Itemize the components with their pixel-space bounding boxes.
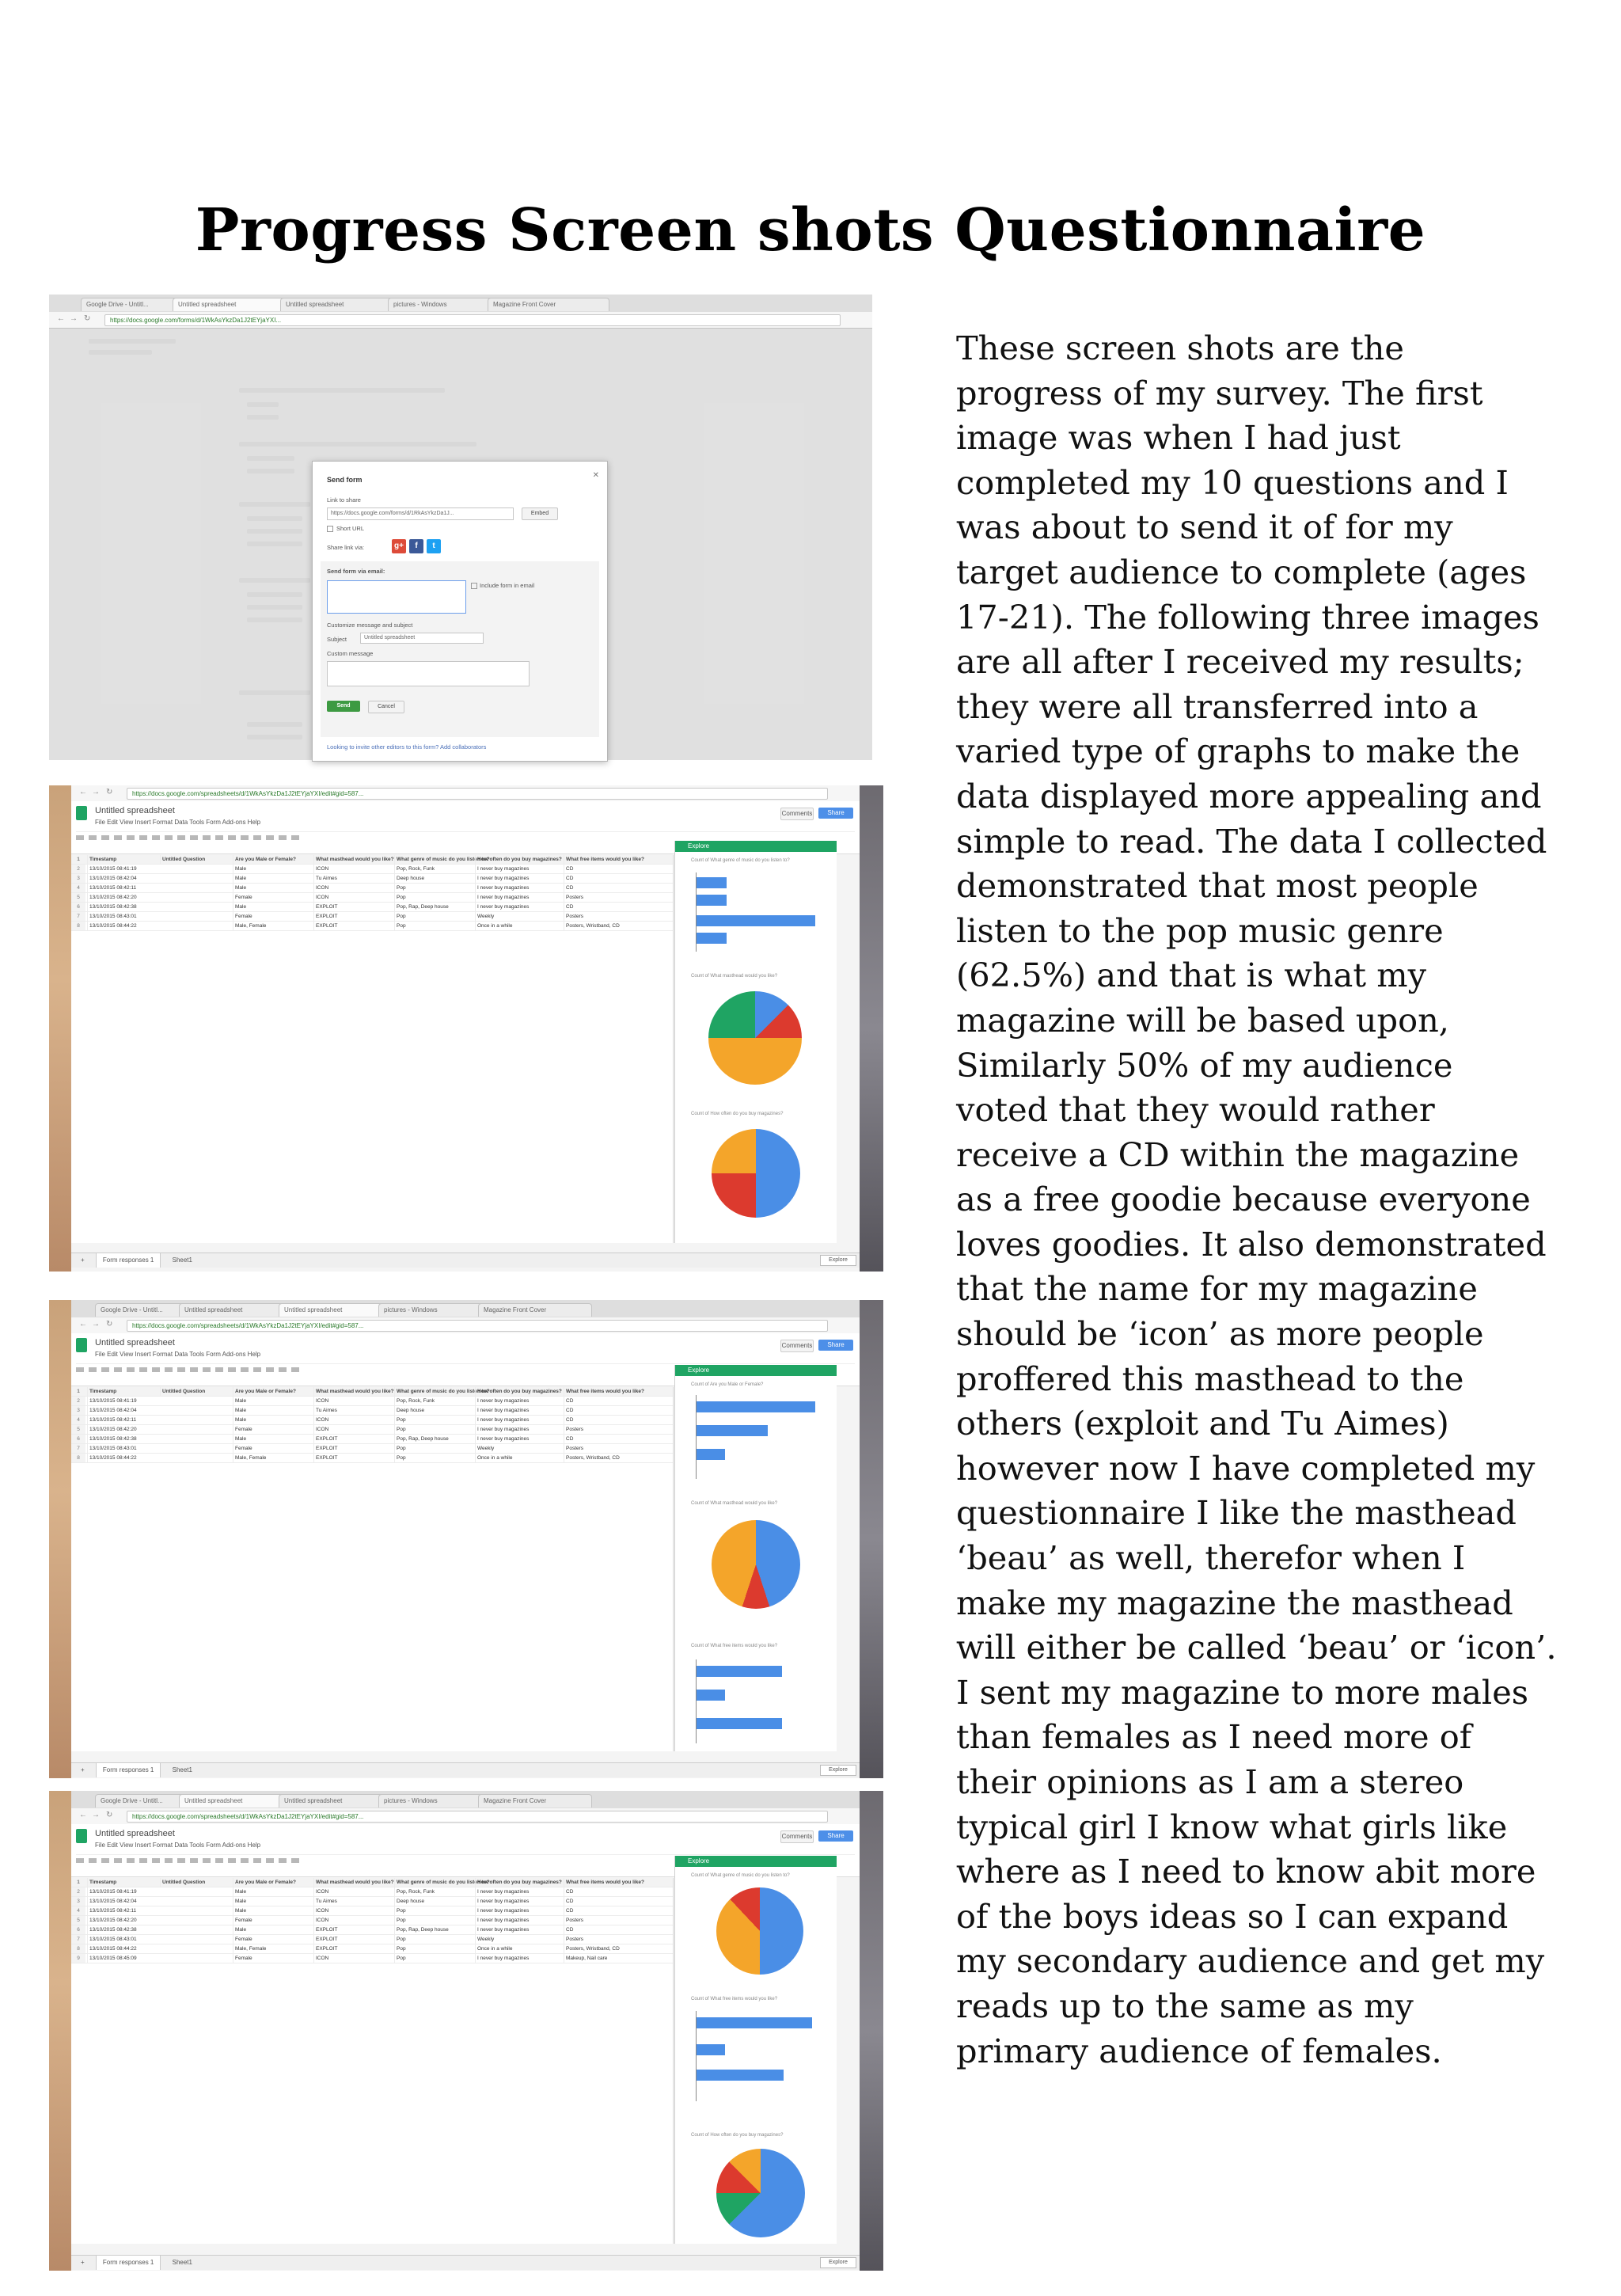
text-line: make my magazine the masthead	[956, 1583, 1513, 1622]
text-line: demonstrated that most people	[956, 866, 1479, 906]
table-row[interactable]: 6 13/10/2015 08:42:38 Male EXPLOIT Pop, Rap, Deep house I never buy magazines CD	[71, 1435, 673, 1444]
reload-icon[interactable]: ↻	[106, 1320, 113, 1329]
back-icon[interactable]: ←	[79, 1811, 87, 1819]
option-line	[247, 402, 279, 407]
chart-bar	[697, 1449, 725, 1460]
desktop-edge	[49, 1791, 71, 2271]
back-icon[interactable]: ←	[57, 314, 65, 323]
sheet-tab-bar	[71, 2255, 860, 2270]
reload-icon[interactable]: ↻	[106, 788, 113, 796]
text-line: that the name for my magazine	[956, 1269, 1478, 1309]
text-line: their opinions as I am a stereo	[956, 1762, 1464, 1801]
add-sheet-icon[interactable]: +	[81, 1766, 85, 1773]
browser-tab[interactable]: Untitled spreadsheet	[173, 298, 287, 311]
table-row[interactable]: 2 13/10/2015 08:41:19 Male ICON Pop, Rock, Funk I never buy magazines CD	[71, 1397, 673, 1406]
explore-panel-header: Explore	[675, 1856, 837, 1867]
sheet-tab-bar	[71, 1762, 860, 1777]
menu-bar[interactable]: File Edit View Insert Format Data Tools Form Add-ons Help	[95, 1842, 261, 1849]
screenshot-spreadsheet-results-2	[49, 1300, 883, 1778]
text-line: magazine will be based upon,	[956, 1000, 1449, 1040]
text-line: Similarly 50% of my audience	[956, 1045, 1453, 1085]
sheet-tab[interactable]: Sheet1	[172, 1256, 192, 1264]
browser-tab-strip	[71, 1300, 860, 1318]
message-label: Custom message	[327, 650, 374, 657]
back-icon[interactable]: ←	[79, 788, 87, 796]
table-row[interactable]: 6 13/10/2015 08:42:38 Male EXPLOIT Pop, Rap, Deep house I never buy magazines CD	[71, 903, 673, 912]
table-row[interactable]: 5 13/10/2015 08:42:20 Female ICON Pop I never buy magazines Posters	[71, 893, 673, 903]
chart-title: Count of How often do you buy magazines?	[691, 2133, 784, 2138]
add-sheet-icon[interactable]: +	[81, 1256, 85, 1264]
text-line: I sent my magazine to more males	[956, 1672, 1529, 1712]
email-recipients-field[interactable]	[327, 580, 466, 614]
chart-bar	[697, 877, 727, 888]
chart-bar	[697, 1718, 782, 1729]
text-line: voted that they would rather	[956, 1090, 1435, 1130]
form-header-line	[89, 339, 176, 344]
table-row[interactable]: 7 13/10/2015 08:43:01 Female EXPLOIT Pop Weekly Posters	[71, 1935, 673, 1944]
url-field[interactable]: https://docs.google.com/forms/d/1WkAsYkzDa1J2tEYjaYXI...	[104, 314, 841, 326]
chart-bar	[697, 915, 815, 926]
browser-tab[interactable]: Google Drive - Untitl...	[95, 1794, 185, 1808]
facebook-icon[interactable]: f	[409, 539, 423, 553]
table-header-row: 1 Timestamp Untitled Question Are you Male or Female? What masthead would you like? What genre of music do you listen to? How often do you buy magazines? What free items would you like?	[71, 1387, 673, 1397]
question-line	[239, 502, 310, 507]
desktop-edge	[49, 1300, 71, 1778]
table-row[interactable]: 4 13/10/2015 08:42:11 Male ICON Pop I never buy magazines CD	[71, 884, 673, 893]
text-line: completed my 10 questions and I	[956, 462, 1509, 502]
google-plus-icon[interactable]: g+	[392, 539, 406, 553]
add-collaborators-link[interactable]: Looking to invite other editors to this form? Add collaborators	[327, 743, 487, 751]
option-line	[247, 456, 294, 461]
pie-chart	[708, 991, 802, 1085]
forward-icon[interactable]: →	[92, 788, 100, 796]
address-bar	[49, 312, 872, 329]
screenshot-spreadsheet-results-3	[49, 1791, 883, 2271]
option-line	[247, 516, 302, 521]
sheet-tab[interactable]: Sheet1	[172, 1766, 192, 1773]
chart-title: Count of Are you Male or Female?	[691, 1382, 764, 1387]
table-row[interactable]: 4 13/10/2015 08:42:11 Male ICON Pop I never buy magazines CD	[71, 1416, 673, 1425]
send-button[interactable]: Send	[327, 701, 360, 712]
option-line	[247, 415, 279, 420]
text-line: my secondary audience and get my	[956, 1941, 1545, 1981]
table-row[interactable]: 5 13/10/2015 08:42:20 Female ICON Pop I never buy magazines Posters	[71, 1916, 673, 1925]
close-icon[interactable]: ✕	[592, 471, 599, 480]
sheet-tab[interactable]: Form responses 1	[96, 1253, 161, 1268]
question-line	[239, 578, 310, 583]
sheet-title[interactable]: Untitled spreadsheet	[95, 806, 175, 815]
browser-tab[interactable]: pictures - Windows	[378, 1303, 484, 1317]
text-line: image was when I had just	[956, 418, 1401, 458]
desktop-edge	[860, 785, 883, 1272]
spreadsheet-grid[interactable]	[71, 1878, 674, 2244]
browser-tab[interactable]: Google Drive - Untitl...	[81, 298, 179, 311]
text-line: than females as I need more of	[956, 1717, 1472, 1757]
forward-icon[interactable]: →	[70, 314, 78, 323]
comments-button[interactable]: Comments	[780, 808, 814, 820]
url-field[interactable]: https://docs.google.com/spreadsheets/d/1WkAsYkzDa1J2tEYjaYXI/edit#gid=587...	[127, 1811, 828, 1823]
text-line: as a free goodie because everyone	[956, 1180, 1531, 1219]
text-line: target audience to complete (ages	[956, 552, 1527, 591]
desktop-edge	[860, 1791, 883, 2271]
table-row[interactable]: 6 13/10/2015 08:42:38 Male EXPLOIT Pop, Rap, Deep house I never buy magazines CD	[71, 1925, 673, 1935]
short-url-checkbox[interactable]: Short URL	[327, 525, 364, 532]
share-button[interactable]: Share	[818, 1340, 853, 1351]
chart-title: Count of What genre of music do you listen to?	[691, 858, 790, 863]
text-line: reads up to the same as my	[956, 1986, 1414, 2025]
chart-bar	[697, 1690, 725, 1701]
question-line	[239, 388, 445, 393]
option-line	[247, 529, 302, 534]
back-icon[interactable]: ←	[79, 1320, 87, 1329]
text-line: listen to the pop music genre	[956, 910, 1444, 950]
chart-title: Count of What free items would you like?	[691, 1644, 778, 1648]
comments-button[interactable]: Comments	[780, 1830, 814, 1843]
send-form-dialog	[312, 461, 608, 762]
option-line	[247, 592, 302, 597]
sheets-logo-icon[interactable]	[76, 1338, 87, 1352]
browser-tab[interactable]: Magazine Front Cover	[478, 1794, 592, 1808]
option-line	[247, 469, 294, 473]
address-bar	[71, 785, 860, 802]
sheet-tab[interactable]: Sheet1	[172, 2259, 192, 2266]
chart-title: Count of What genre of music do you listen to?	[691, 1873, 790, 1878]
reload-icon[interactable]: ↻	[106, 1811, 113, 1819]
explore-panel-header: Explore	[675, 841, 837, 852]
url-field[interactable]: https://docs.google.com/spreadsheets/d/1WkAsYkzDa1J2tEYjaYXI/edit#gid=587...	[127, 1320, 828, 1332]
comments-button[interactable]: Comments	[780, 1340, 814, 1352]
text-line: simple to read. The data I collected	[956, 821, 1547, 861]
table-row[interactable]: 3 13/10/2015 08:42:04 Male Tu Aimes Deep house I never buy magazines CD	[71, 1406, 673, 1416]
question-line	[239, 690, 310, 695]
chart-bar	[697, 2070, 784, 2081]
text-line: primary audience of females.	[956, 2031, 1442, 2070]
explore-button[interactable]: Explore	[820, 1765, 856, 1776]
table-row[interactable]: 8 13/10/2015 08:44:22 Male, Female EXPLOIT Pop Once in a while Posters, Wristband, CD	[71, 1454, 673, 1463]
browser-tab-strip	[71, 1791, 860, 1809]
subject-field[interactable]: Untitled spreadsheet	[360, 633, 484, 644]
sheet-title[interactable]: Untitled spreadsheet	[95, 1338, 175, 1348]
explore-panel	[674, 1365, 837, 1751]
pie-chart	[712, 1129, 800, 1218]
desktop-edge	[49, 785, 71, 1272]
text-line: will either be called ‘beau’ or ‘icon’.	[956, 1628, 1557, 1667]
option-line	[247, 542, 302, 546]
text-line: proffered this masthead to the	[956, 1359, 1464, 1398]
screenshot-send-form	[49, 295, 872, 760]
screenshot-spreadsheet-results-1	[49, 785, 883, 1272]
spreadsheet-grid[interactable]	[71, 855, 674, 1243]
text-line: loves goodies. It also demonstrated	[956, 1224, 1547, 1264]
text-line: of the boys ideas so I can expand	[956, 1896, 1509, 1936]
add-sheet-icon[interactable]: +	[81, 2259, 85, 2266]
explore-panel-header: Explore	[675, 1365, 837, 1376]
twitter-icon[interactable]: t	[427, 539, 441, 553]
sheet-title[interactable]: Untitled spreadsheet	[95, 1829, 175, 1838]
option-line	[247, 605, 302, 610]
question-line	[239, 442, 476, 447]
table-row[interactable]: 4 13/10/2015 08:42:11 Male ICON Pop I never buy magazines CD	[71, 1906, 673, 1916]
menu-bar[interactable]: File Edit View Insert Format Data Tools Form Add-ons Help	[95, 1351, 261, 1358]
text-line: should be ‘icon’ as more people	[956, 1314, 1484, 1354]
subject-label: Subject	[327, 636, 347, 643]
text-line: questionnaire I like the masthead	[956, 1493, 1517, 1533]
form-menu-line	[89, 350, 152, 355]
table-row[interactable]: 8 13/10/2015 08:44:22 Male, Female EXPLOIT Pop Once in a while Posters, Wristband, CD	[71, 922, 673, 931]
chart-title: Count of How often do you buy magazines?	[691, 1112, 784, 1116]
browser-tab[interactable]: pictures - Windows	[378, 1794, 484, 1808]
table-row[interactable]: 2 13/10/2015 08:41:19 Male ICON Pop, Rock, Funk I never buy magazines CD	[71, 1887, 673, 1897]
browser-tab[interactable]: Google Drive - Untitl...	[95, 1303, 185, 1317]
sheets-logo-icon[interactable]	[76, 806, 87, 820]
cancel-button[interactable]: Cancel	[368, 701, 404, 713]
custom-message-field[interactable]	[327, 661, 530, 686]
address-bar	[71, 1317, 860, 1334]
text-line: receive a CD within the magazine	[956, 1135, 1520, 1174]
text-line: varied type of graphs to make the	[956, 732, 1520, 771]
chart-bar	[697, 895, 727, 906]
table-header-row: 1 Timestamp Untitled Question Are you Male or Female? What masthead would you like? What genre of music do you listen to? How often do you buy magazines? What free items would you like?	[71, 855, 673, 865]
text-line: was about to send it of for my	[956, 507, 1453, 547]
text-line: 17-21). The following three images	[956, 597, 1539, 637]
table-row[interactable]: 3 13/10/2015 08:42:04 Male Tu Aimes Deep house I never buy magazines CD	[71, 874, 673, 884]
browser-tab[interactable]: Untitled spreadsheet	[279, 1303, 385, 1317]
browser-tab[interactable]: Untitled spreadsheet	[179, 1303, 285, 1317]
dialog-title: Send form	[327, 476, 363, 484]
page-title: Progress Screen shots Questionnaire	[195, 196, 1426, 264]
text-line: (62.5%) and that is what my	[956, 956, 1427, 995]
explore-button[interactable]: Explore	[820, 1255, 856, 1266]
share-button[interactable]: Share	[818, 1830, 853, 1842]
table-row[interactable]: 3 13/10/2015 08:42:04 Male Tu Aimes Deep house I never buy magazines CD	[71, 1897, 673, 1906]
text-line: they were all transferred into a	[956, 686, 1479, 726]
explore-panel	[674, 841, 837, 1243]
chart-title: Count of What masthead would you like?	[691, 974, 778, 979]
pie-chart	[712, 1520, 800, 1609]
table-row[interactable]: 5 13/10/2015 08:42:20 Female ICON Pop I never buy magazines Posters	[71, 1425, 673, 1435]
option-line	[247, 618, 302, 622]
menu-bar[interactable]: File Edit View Insert Format Data Tools Form Add-ons Help	[95, 819, 261, 826]
reload-icon[interactable]: ↻	[84, 314, 91, 323]
text-line: typical girl I know what girls like	[956, 1807, 1508, 1846]
table-row[interactable]: 7 13/10/2015 08:43:01 Female EXPLOIT Pop Weekly Posters	[71, 1444, 673, 1454]
text-line: however now I have completed my	[956, 1448, 1536, 1488]
table-row[interactable]: 2 13/10/2015 08:41:19 Male ICON Pop, Rock, Funk I never buy magazines CD	[71, 865, 673, 874]
chart-bar	[697, 1425, 768, 1436]
embed-button[interactable]: Embed	[522, 507, 558, 520]
text-line: data displayed more appealing and	[956, 776, 1542, 815]
browser-tab[interactable]: Magazine Front Cover	[488, 298, 609, 311]
chart-bar	[697, 1666, 782, 1677]
pie-chart	[716, 1887, 803, 1975]
text-line: where as I need to know abit more	[956, 1852, 1536, 1891]
sheet-tab[interactable]: Form responses 1	[96, 1763, 161, 1777]
sheet-tab-bar	[71, 1253, 860, 1268]
text-line: ‘beau’ as well, therefor when I	[956, 1538, 1466, 1578]
share-button[interactable]: Share	[818, 808, 853, 819]
link-label: Link to share	[327, 496, 361, 504]
text-line: These screen shots are the	[956, 329, 1404, 367]
survey-description	[956, 326, 1557, 2074]
option-line	[247, 735, 302, 739]
text-line: are all after I received my results;	[956, 642, 1524, 682]
option-line	[247, 722, 302, 727]
pie-chart	[716, 2149, 805, 2237]
email-label: Send form via email:	[327, 568, 385, 575]
chart-title: Count of What free items would you like?	[691, 1997, 778, 2001]
browser-tab[interactable]: Untitled spreadsheet	[280, 298, 394, 311]
browser-tab[interactable]: pictures - Windows	[388, 298, 494, 311]
forward-icon[interactable]: →	[92, 1320, 100, 1329]
browser-tab[interactable]: Untitled spreadsheet	[179, 1794, 285, 1808]
chart-bar	[697, 2017, 812, 2028]
share-via-label: Share link via:	[327, 544, 365, 551]
sheets-logo-icon[interactable]	[76, 1829, 87, 1843]
desktop-edge	[860, 1300, 883, 1778]
text-line: others (exploit and Tu Aimes)	[956, 1404, 1449, 1443]
table-row[interactable]: 8 13/10/2015 08:44:22 Male, Female EXPLOIT Pop Once in a while Posters, Wristband, CD	[71, 1944, 673, 1954]
chart-bar	[697, 1401, 815, 1412]
address-bar	[71, 1808, 860, 1825]
share-link-field[interactable]: https://docs.google.com/forms/d/1RkAsYkzDa1J...	[327, 507, 514, 520]
spreadsheet-grid[interactable]	[71, 1387, 674, 1751]
browser-tab-strip	[49, 295, 872, 313]
text-line: progress of my survey. The first	[956, 373, 1483, 412]
include-form-checkbox[interactable]: Include form in email	[471, 582, 534, 589]
chart-title: Count of What masthead would you like?	[691, 1501, 778, 1506]
forward-icon[interactable]: →	[92, 1811, 100, 1819]
table-row[interactable]: 9 13/10/2015 08:45:09 Female ICON Pop I never buy magazines Makeup, Nail care	[71, 1954, 673, 1963]
customize-message-toggle[interactable]: Customize message and subject	[327, 622, 413, 629]
chart-bar	[697, 2044, 725, 2055]
chart-bar	[697, 933, 727, 944]
url-field[interactable]: https://docs.google.com/spreadsheets/d/1WkAsYkzDa1J2tEYjaYXI/edit#gid=587...	[127, 788, 828, 800]
browser-tab[interactable]: Magazine Front Cover	[478, 1303, 592, 1317]
sheet-tab[interactable]: Form responses 1	[96, 2256, 161, 2270]
table-header-row: 1 Timestamp Untitled Question Are you Male or Female? What masthead would you like? What genre of music do you listen to? How often do you buy magazines? What free items would you like?	[71, 1878, 673, 1887]
browser-tab[interactable]: Untitled spreadsheet	[279, 1794, 385, 1808]
table-row[interactable]: 7 13/10/2015 08:43:01 Female EXPLOIT Pop Weekly Posters	[71, 912, 673, 922]
explore-panel	[674, 1856, 837, 2244]
explore-button[interactable]: Explore	[820, 2257, 856, 2268]
